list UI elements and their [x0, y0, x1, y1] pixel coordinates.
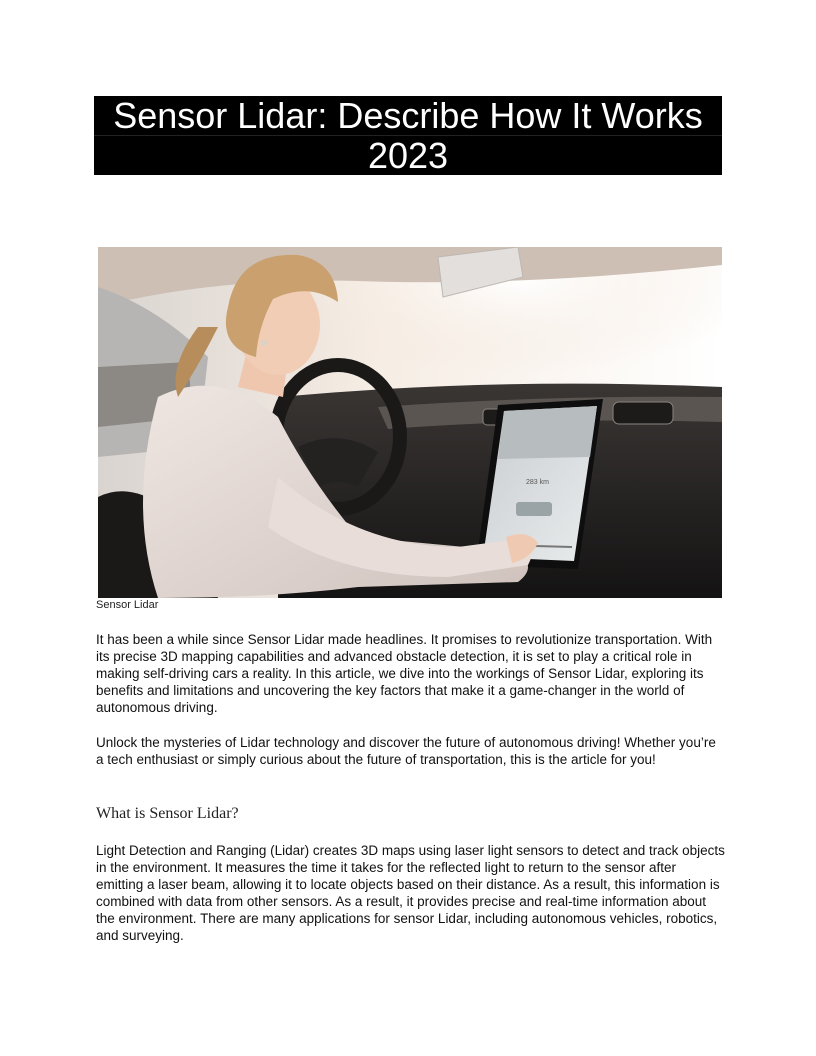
hero-photo	[98, 247, 722, 598]
intro-paragraph: It has been a while since Sensor Lidar made headlines. It promises to revolutionize transportation. With its precise 3D mapping capabilities and advanced obstacle detection, it is set to play a critical role in making self-driving cars a reality. In this article, we dive into the workings of Sensor Lidar, exploring its benefits and limitations and uncovering the key factors that make it a game-changer in the world of autonomous driving.	[96, 632, 713, 715]
title-line-1: Sensor Lidar: Describe How It Works	[94, 96, 722, 136]
car-interior-illustration	[98, 247, 722, 598]
screen-range-label: 283 km	[526, 479, 549, 486]
section-heading: What is Sensor Lidar?	[96, 805, 239, 822]
teaser-paragraph: Unlock the mysteries of Lidar technology and discover the future of autonomous driving! Whether you’re a tech enthusiast or simply curious about the future of transportation, this is the article for you!	[96, 735, 716, 767]
title-banner	[94, 96, 722, 175]
section-body: Light Detection and Ranging (Lidar) creates 3D maps using laser light sensors to detect and track objects in the environment. It measures the time it takes for the reflected light to return to the sensor after emitting a laser beam, allowing it to locate objects based on their distance. As a result, this information is combined with data from other sensors. As a result, it provides precise and real-time information about the environment. There are many applications for sensor Lidar, including autonomous vehicles, robotics, and surveying.	[96, 843, 725, 943]
title-line-2: 2023	[367, 135, 449, 176]
image-caption: Sensor Lidar	[96, 599, 159, 611]
